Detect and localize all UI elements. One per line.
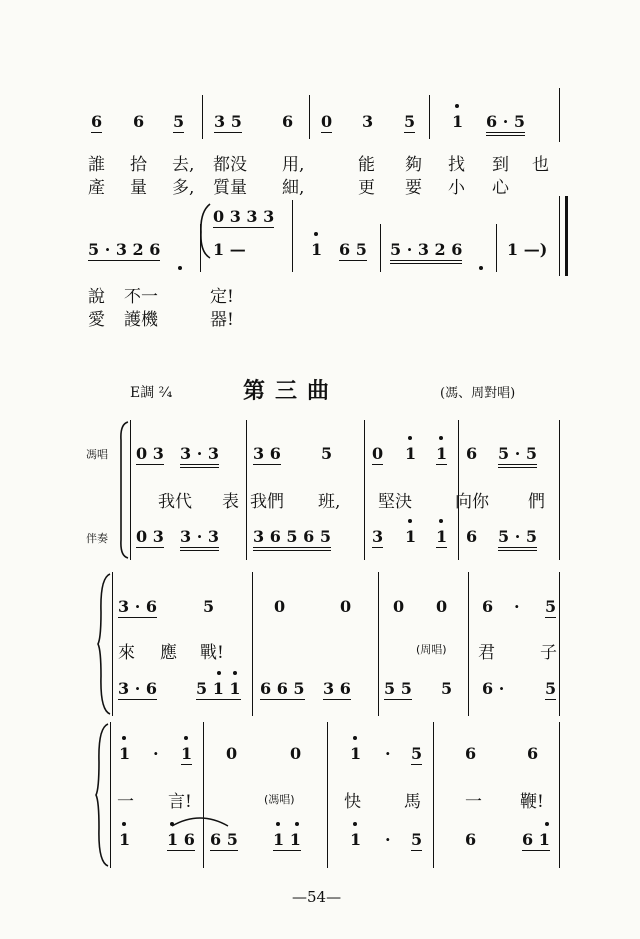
note: 6 5 bbox=[210, 830, 238, 849]
bar-line bbox=[327, 722, 328, 868]
bar-line bbox=[292, 200, 293, 272]
note: 0 3 bbox=[136, 527, 164, 546]
bar-line bbox=[559, 722, 560, 868]
bar-line bbox=[496, 224, 497, 272]
note: 5 · 3 2 6 bbox=[88, 240, 161, 259]
note: 0 bbox=[372, 444, 384, 463]
bar-line bbox=[559, 88, 560, 142]
note: 5 1 1 bbox=[196, 679, 241, 698]
lyric: 子 bbox=[540, 643, 557, 663]
lyric: 都没 bbox=[213, 155, 247, 175]
note: 0 bbox=[274, 597, 286, 616]
bar-line bbox=[112, 572, 113, 716]
lyric: 表 bbox=[222, 492, 239, 512]
note: 6 · bbox=[482, 679, 505, 698]
note: 3 bbox=[372, 527, 384, 546]
note: 3 6 bbox=[323, 679, 351, 698]
note: 6 5 bbox=[339, 240, 367, 259]
lyric: 來 bbox=[118, 643, 135, 663]
octave-dot bbox=[353, 736, 357, 740]
note: 5 · 5 bbox=[498, 444, 537, 468]
lyric: 說 bbox=[88, 287, 105, 307]
octave-dot bbox=[295, 822, 299, 826]
note: 6 bbox=[91, 112, 103, 131]
alt-note: 0 3 3 3 bbox=[213, 207, 275, 226]
note: 3 · 6 bbox=[118, 597, 157, 616]
note: 1 1 bbox=[273, 830, 301, 849]
octave-dot bbox=[439, 436, 443, 440]
note: 6 1 bbox=[522, 830, 550, 849]
note: 1 bbox=[436, 444, 448, 463]
note: 5 bbox=[441, 679, 453, 698]
note: 5 bbox=[173, 112, 185, 131]
bar-line bbox=[559, 196, 560, 276]
note: 6 · 5 bbox=[486, 112, 525, 136]
note: 5 bbox=[321, 444, 333, 463]
lyric: 去, bbox=[172, 155, 195, 175]
note: 5 bbox=[404, 112, 416, 131]
note: 5 5 bbox=[384, 679, 412, 698]
lyric: 質量 bbox=[213, 178, 247, 198]
octave-dot bbox=[122, 736, 126, 740]
bar-line bbox=[110, 722, 111, 868]
bar-line bbox=[203, 810, 204, 862]
lyric: 找 bbox=[448, 155, 465, 175]
lyric: 向你 bbox=[455, 492, 489, 512]
note: 6 bbox=[282, 112, 294, 131]
note: 0 bbox=[436, 597, 448, 616]
lyric: 量 bbox=[130, 178, 147, 198]
note: 5 bbox=[411, 744, 423, 763]
note: 3 bbox=[362, 112, 374, 131]
note: 1 bbox=[452, 112, 464, 131]
note: · bbox=[385, 744, 391, 763]
lyric: 拾 bbox=[130, 155, 147, 175]
lyric: 也 bbox=[532, 155, 549, 175]
lyric: 能 bbox=[358, 155, 375, 175]
lyric: 定! bbox=[210, 287, 234, 307]
note: 6 bbox=[465, 744, 477, 763]
octave-dot bbox=[545, 822, 549, 826]
note: 1 bbox=[405, 444, 417, 463]
note: 1 —) bbox=[507, 240, 548, 259]
bar-line bbox=[429, 95, 430, 139]
octave-dot bbox=[276, 822, 280, 826]
bar-line bbox=[559, 420, 560, 560]
final-bar-line bbox=[565, 196, 568, 276]
octave-dot bbox=[184, 736, 188, 740]
lyric: 言! bbox=[168, 792, 192, 812]
lyric: 一 bbox=[465, 792, 482, 812]
note: 5 bbox=[545, 679, 557, 698]
bar-line bbox=[202, 95, 203, 139]
note: 6 bbox=[466, 527, 478, 546]
piece-title: 第三曲 bbox=[243, 378, 340, 404]
lyric: 不一 bbox=[124, 287, 158, 307]
lyric: 用, bbox=[282, 155, 305, 175]
note: 1 bbox=[311, 240, 323, 259]
lyric: 戰! bbox=[200, 643, 224, 663]
note: 3 6 5 6 5 bbox=[253, 527, 331, 551]
lyric: 班, bbox=[318, 492, 341, 512]
note: 5 · 3 2 6 bbox=[390, 240, 462, 264]
performers-note: (馮、周對唱) bbox=[440, 386, 516, 401]
note: 0 bbox=[226, 744, 238, 763]
note: · bbox=[514, 597, 520, 616]
octave-dot bbox=[122, 822, 126, 826]
note: 0 3 bbox=[136, 444, 164, 463]
lyric: 更 bbox=[358, 178, 375, 198]
lyric: 馬 bbox=[404, 792, 421, 812]
bar-line bbox=[378, 572, 379, 716]
lyric: 小 bbox=[448, 178, 465, 198]
alt-note: 1 — bbox=[213, 240, 246, 259]
octave-dot bbox=[314, 232, 318, 236]
bar-line bbox=[559, 572, 560, 716]
octave-dot bbox=[408, 436, 412, 440]
octave-dot bbox=[170, 822, 174, 826]
note: 6 bbox=[482, 597, 494, 616]
accompaniment-label: 伴奏 bbox=[86, 532, 108, 545]
lyric: 要 bbox=[405, 178, 422, 198]
lyric: 君 bbox=[478, 643, 495, 663]
page-number: —54— bbox=[292, 888, 342, 906]
note: 3 · 3 bbox=[180, 527, 219, 551]
note: 6 bbox=[465, 830, 477, 849]
note: 0 bbox=[290, 744, 302, 763]
note: 1 6 bbox=[167, 830, 195, 849]
lyric: 多, bbox=[172, 178, 195, 198]
octave-dot bbox=[233, 671, 237, 675]
note: 1 bbox=[436, 527, 448, 546]
note: 0 bbox=[321, 112, 333, 131]
lyric: 心 bbox=[492, 178, 509, 198]
note: 6 bbox=[527, 744, 539, 763]
note: 3 5 bbox=[214, 112, 242, 131]
lyric: 應 bbox=[160, 643, 177, 663]
bar-line bbox=[364, 420, 365, 560]
lyric: 我代 bbox=[158, 492, 192, 512]
lyric: 器! bbox=[210, 310, 234, 330]
bar-line bbox=[246, 420, 247, 560]
octave-dot bbox=[408, 519, 412, 523]
note: 3 6 bbox=[253, 444, 281, 463]
lyric: 快 bbox=[344, 792, 361, 812]
bar-line bbox=[130, 420, 131, 560]
octave-dot bbox=[455, 104, 459, 108]
note: 5 bbox=[411, 830, 423, 849]
lyric: 鞭! bbox=[520, 792, 544, 812]
bar-line bbox=[380, 224, 381, 272]
lyric: 產 bbox=[88, 178, 105, 198]
voice-label: 馮唱 bbox=[86, 448, 108, 461]
lyric: 夠 bbox=[405, 155, 422, 175]
note: · bbox=[153, 744, 159, 763]
note: 1 bbox=[350, 830, 362, 849]
octave-dot bbox=[217, 671, 221, 675]
note: 1 bbox=[181, 744, 193, 763]
note: 1 bbox=[405, 527, 417, 546]
slur bbox=[170, 812, 230, 828]
lyric: 誰 bbox=[88, 155, 105, 175]
note: · bbox=[385, 830, 391, 849]
note: 5 bbox=[545, 597, 557, 616]
lyric: 護機 bbox=[124, 310, 158, 330]
bar-line bbox=[433, 722, 434, 868]
note: 3 · 6 bbox=[118, 679, 157, 698]
bar-line bbox=[252, 572, 253, 716]
note: 6 bbox=[133, 112, 145, 131]
note: 6 bbox=[466, 444, 478, 463]
note: 0 bbox=[393, 597, 405, 616]
lyric: 一 bbox=[117, 792, 134, 812]
octave-dot bbox=[439, 519, 443, 523]
note: 5 bbox=[203, 597, 215, 616]
lyric: 細, bbox=[282, 178, 305, 198]
lyric: 堅決 bbox=[378, 492, 412, 512]
bar-line bbox=[309, 95, 310, 139]
singer-note: (馮唱) bbox=[264, 793, 295, 806]
octave-dot bbox=[178, 266, 182, 270]
system-brace bbox=[98, 572, 112, 716]
note: 5 · 5 bbox=[498, 527, 537, 551]
singer-note: (周唱) bbox=[416, 643, 447, 656]
lyric: 愛 bbox=[88, 310, 105, 330]
note: 1 bbox=[350, 744, 362, 763]
system-brace bbox=[96, 722, 110, 868]
bar-line bbox=[468, 572, 469, 716]
note: 3 · 3 bbox=[180, 444, 219, 468]
system-brace bbox=[118, 420, 130, 560]
lyric: 我們 bbox=[250, 492, 284, 512]
lyric: 們 bbox=[528, 492, 545, 512]
octave-dot bbox=[353, 822, 357, 826]
note: 0 bbox=[340, 597, 352, 616]
note: 1 bbox=[119, 744, 131, 763]
key-signature: E調 ²⁄₄ bbox=[130, 385, 173, 401]
octave-dot bbox=[479, 266, 483, 270]
note: 1 bbox=[119, 830, 131, 849]
bar-line bbox=[200, 224, 201, 272]
note: 6 6 5 bbox=[260, 679, 305, 698]
lyric: 到 bbox=[492, 155, 509, 175]
